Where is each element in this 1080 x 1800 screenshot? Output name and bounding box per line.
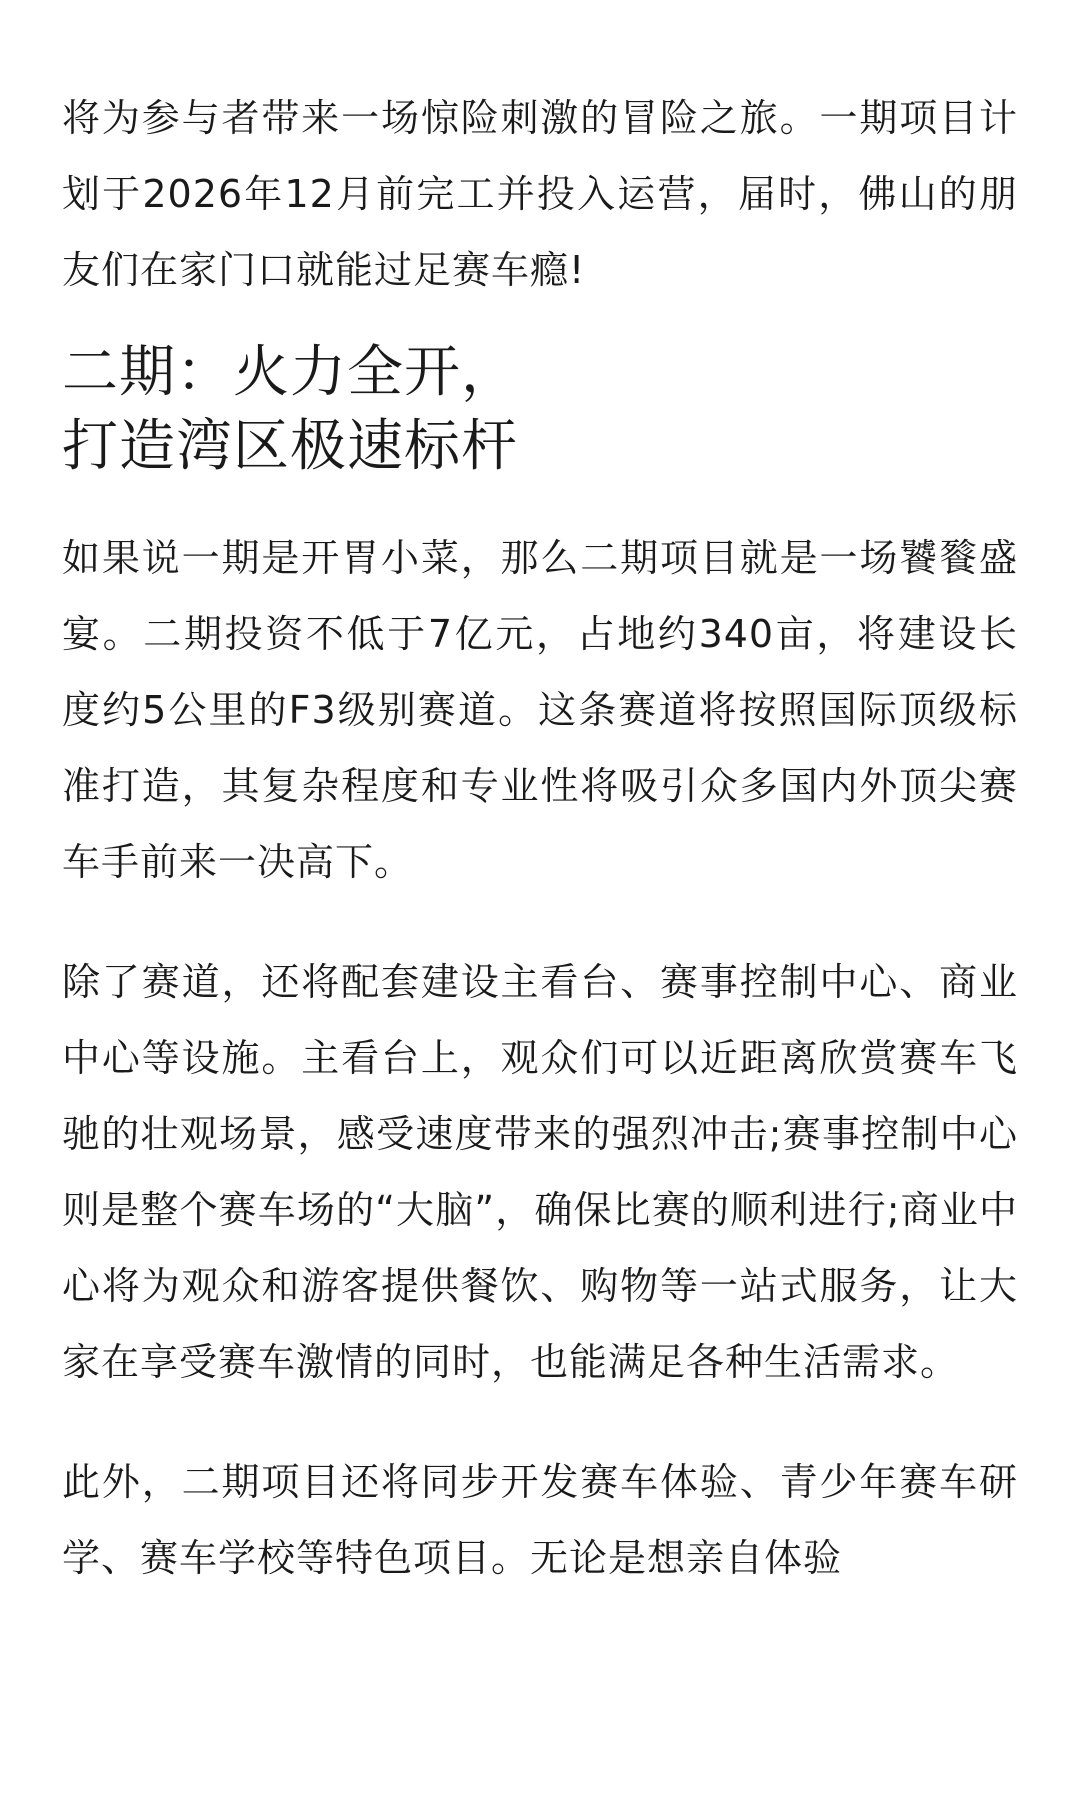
heading-line-1: 二期：火力全开， xyxy=(62,340,518,405)
section-heading-phase-two xyxy=(62,336,1018,484)
paragraph-special-projects: 此外，二期项目还将同步开发赛车体验、青少年赛车研学、赛车学校等特色项目。无论是想亲自体验 xyxy=(62,1460,1018,1580)
paragraph-phase-one: 将为参与者带来一场惊险刺激的冒险之旅。一期项目计划于2026年12月前完工并投入运营，届时，佛山的朋友们在家门口就能过足赛车瘾! xyxy=(62,96,1018,292)
heading-line-2: 打造湾区极速标杆 xyxy=(62,414,518,479)
article-body xyxy=(62,80,1018,1596)
paragraph-facilities: 除了赛道，还将配套建设主看台、赛事控制中心、商业中心等设施。主看台上，观众们可以近距离欣赏赛车飞驰的壮观场景，感受速度带来的强烈冲击;赛事控制中心则是整个赛车场的“大脑”，确保比赛的顺利进行;商业中心将为观众和游客提供餐饮、购物等一站式服务，让大家在享受赛车激情的同时，也能满足各种生活需求。 xyxy=(62,960,1018,1384)
paragraph-phase-two-intro: 如果说一期是开胃小菜，那么二期项目就是一场饕餮盛宴。二期投资不低于7亿元，占地约340亩，将建设长度约5公里的F3级别赛道。这条赛道将按照国际顶级标准打造，其复杂程度和专业性将吸引众多国内外顶尖赛车手前来一决高下。 xyxy=(62,536,1018,884)
